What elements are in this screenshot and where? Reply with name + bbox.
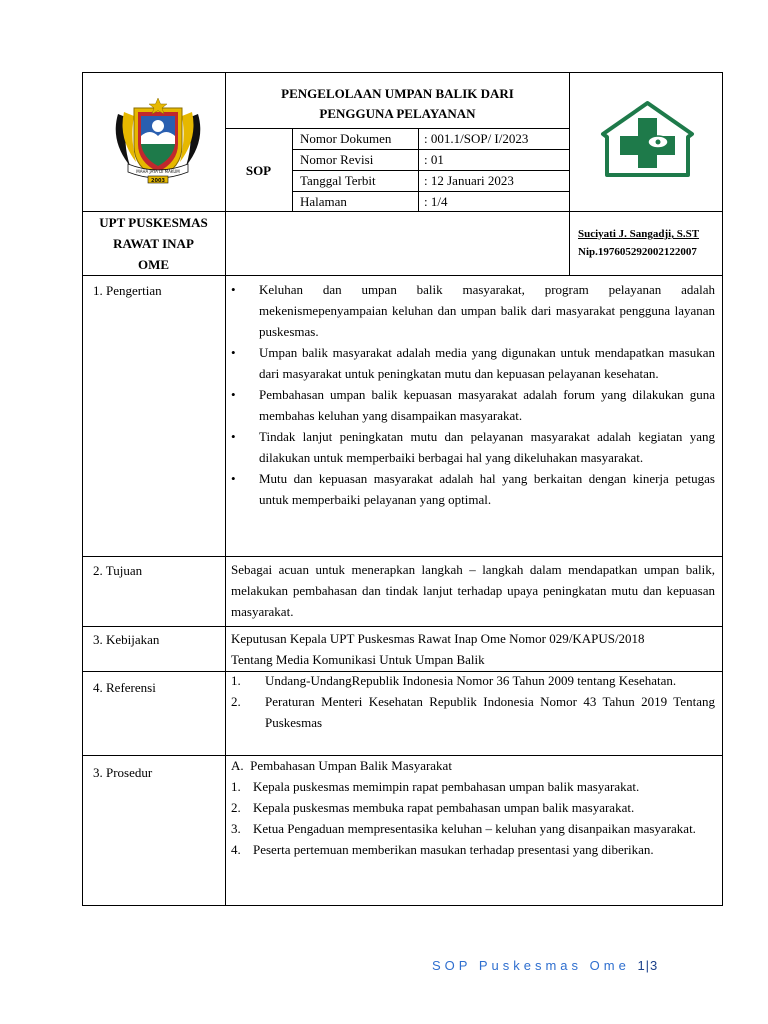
kebijakan-line2: Tentang Media Komunikasi Untuk Umpan Balik — [231, 652, 485, 667]
table-left-border — [82, 72, 83, 906]
section-label-prosedur: 3. Prosedur — [93, 765, 153, 780]
prosedur-heading: A. Pembahasan Umpan Balik Masyarakat — [231, 758, 452, 773]
signer-name: Suciyati J. Sangadji, S.ST — [578, 228, 700, 240]
meta-value-nomor-revisi: : 01 — [424, 152, 444, 167]
meta-label-nomor-dokumen: Nomor Dokumen — [300, 131, 392, 146]
table-top-border — [82, 72, 723, 73]
meta-label-tanggal-terbit: Tanggal Terbit — [300, 173, 376, 188]
meta-row-2-divider — [292, 170, 570, 171]
meta-label-halaman: Halaman — [300, 194, 347, 209]
section-label-pengertian: 1. Pengertian — [93, 283, 162, 298]
bullet-icon: • — [231, 387, 236, 402]
kebijakan-line1: Keputusan Kepala UPT Puskesmas Rawat Inap Ome Nomor 029/KAPUS/2018 — [231, 631, 645, 646]
document-title-line1: PENGELOLAAN UMPAN BALIK DARI — [281, 86, 514, 101]
list-item: • Mutu dan kepuasan masyarakat adalah hal yang berkaitan dengan kinerja petugas untuk memperbaiki pelayanan yang optimal. — [231, 468, 715, 510]
page-footer — [432, 958, 658, 973]
referensi-list — [231, 670, 715, 733]
svg-text:2003: 2003 — [151, 178, 165, 184]
bullet-icon: • — [231, 471, 236, 486]
list-number: 3. — [231, 821, 241, 836]
meta-value-halaman: : 1/4 — [424, 194, 448, 209]
list-number: 1. — [231, 779, 241, 794]
list-item: 1. Undang-UndangRepublik Indonesia Nomor 36 Tahun 2009 tentang Kesehatan. — [231, 670, 715, 691]
list-item: • Keluhan dan umpan balik masyarakat, program pelayanan adalah mekenismepenyampaian keluhan dan umpan balik dari masyarakat pengguna layanan puskesmas. — [231, 279, 715, 342]
meta-row-1-divider — [292, 149, 570, 150]
list-item: • Tindak lanjut peningkatan mutu dan pelayanan masyarakat adalah kegiatan yang dilakukan untuk memperbaiki berbagai hal yang dikeluhakan masyarakat. — [231, 426, 715, 468]
org-row-bottom — [82, 275, 723, 276]
bullet-icon: • — [231, 345, 236, 360]
footer-text: SOP Puskesmas Ome — [432, 958, 630, 973]
bullet-icon: • — [231, 282, 236, 297]
list-number: 2. — [231, 694, 241, 709]
section-label-tujuan: 2. Tujuan — [93, 563, 143, 578]
list-item: • Pembahasan umpan balik kepuasan masyarakat adalah forum yang dilakukan guna membahas keluhan yang disampaikan masyarakat. — [231, 384, 715, 426]
list-item: 2. Peraturan Menteri Kesehatan Republik Indonesia Nomor 43 Tahun 2019 Tentang Puskesmas — [231, 691, 715, 733]
footer-page-number: 1|3 — [637, 958, 659, 973]
regency-emblem-logo — [108, 96, 208, 186]
list-item: 4. Peserta pertemuan memberikan masukan terhadap presentasi yang diberikan. — [231, 839, 715, 860]
bullet-icon: • — [231, 429, 236, 444]
section-label-referensi: 4. Referensi — [93, 680, 156, 695]
health-cross-logo — [600, 100, 695, 178]
org-name-line1: UPT PUSKESMAS — [99, 215, 208, 230]
pengertian-bullet-list — [231, 279, 715, 510]
list-number: 4. — [231, 842, 241, 857]
list-number: 2. — [231, 800, 241, 815]
sop-label: SOP — [245, 163, 272, 178]
logo-column-divider — [225, 72, 226, 906]
meta-row-3-divider — [292, 191, 570, 192]
meta-value-nomor-dokumen: : 001.1/SOP/ I/2023 — [424, 131, 529, 146]
list-item: 1. Kepala puskesmas memimpin rapat pembahasan umpan balik masyarakat. — [231, 776, 715, 797]
list-item: • Umpan balik masyarakat adalah media yang digunakan untuk mendapatkan masukan dari masyarakat untuk peningkatan mutu dan kepuasan pelayanan kesehatan. — [231, 342, 715, 384]
table-right-border — [722, 72, 723, 906]
svg-text:MAHA JAYA DI MAKUM: MAHA JAYA DI MAKUM — [136, 169, 180, 174]
list-number: 1. — [231, 673, 241, 688]
list-item: 2. Kepala puskesmas membuka rapat pembahasan umpan balik masyarakat. — [231, 797, 715, 818]
meta-value-divider — [418, 128, 419, 211]
meta-value-tanggal-terbit: : 12 Januari 2023 — [424, 173, 514, 188]
prosedur-steps — [231, 776, 715, 860]
meta-label-nomor-revisi: Nomor Revisi — [300, 152, 374, 167]
list-item: 3. Ketua Pengaduan mempresentasika keluhan – keluhan yang disanpaikan masyarakat. — [231, 818, 715, 839]
pengertian-bottom-border — [82, 556, 723, 557]
cross-column-divider — [569, 72, 570, 275]
org-name-line2: RAWAT INAP — [113, 236, 194, 251]
tujuan-bottom-border — [82, 626, 723, 627]
title-divider — [225, 128, 570, 129]
sop-column-divider — [292, 128, 293, 211]
org-name-line3: OME — [137, 257, 170, 272]
document-title-line2: PENGGUNA PELAYANAN — [319, 106, 476, 121]
tujuan-text: Sebagai acuan untuk menerapkan langkah – langkah dalam mendapatkan umpan balik, melakukan pembahasan dan tindak lanjut terhadap upaya peningkatan mutu dan kepuasan masyarakat. — [231, 562, 715, 619]
signer-nip: Nip.197605292002122007 — [578, 246, 697, 258]
table-bottom-border — [82, 905, 723, 906]
section-label-kebijakan: 3. Kebijakan — [93, 632, 160, 647]
